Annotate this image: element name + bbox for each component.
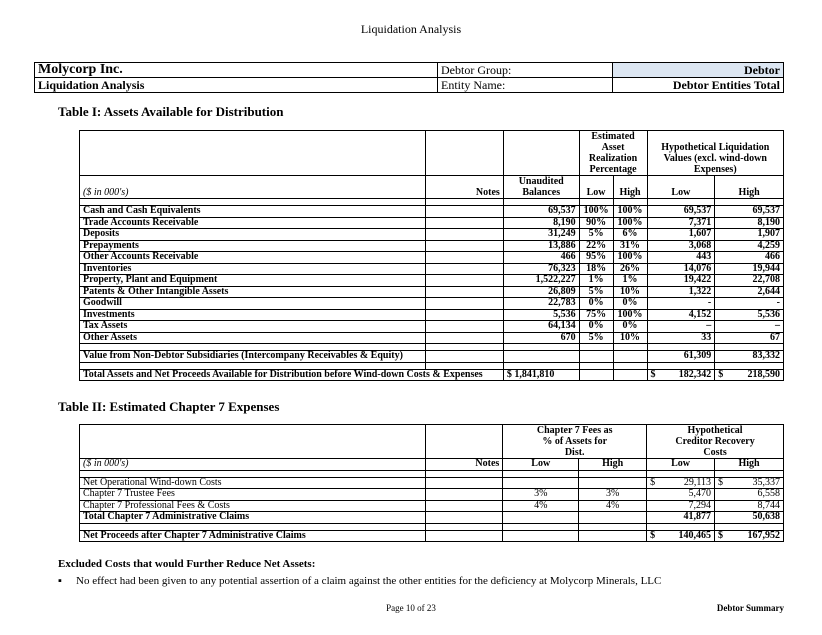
asset-pct-high: 1%	[613, 275, 647, 287]
expense-low	[647, 489, 715, 501]
asset-notes	[425, 240, 503, 252]
asset-pct-high: 100%	[613, 252, 647, 264]
expense-pct-high: 3%	[579, 489, 647, 501]
expense-high	[715, 500, 784, 512]
val-low-header: Low	[647, 176, 715, 199]
entity-name-value: Debtor Entities Total	[613, 78, 784, 93]
asset-notes	[425, 275, 503, 287]
asset-notes	[425, 309, 503, 321]
asset-value-low: 1,607	[647, 229, 715, 241]
asset-notes	[425, 321, 503, 333]
subtitle: Liquidation Analysis	[35, 78, 438, 93]
asset-balance: 5,536	[503, 309, 579, 321]
asset-pct-high: 100%	[613, 217, 647, 229]
expense-value: 35,337	[752, 476, 780, 488]
expense-value: 5,470	[688, 488, 712, 499]
excluded-bullet-text: No effect had been given to any potential assertion of a claim against the other entities for the deficiency at Molycorp Minerals, LLC	[76, 575, 662, 587]
expense-low	[647, 500, 715, 512]
asset-value-low: 19,422	[647, 275, 715, 287]
company-name: Molycorp Inc.	[35, 63, 438, 78]
expenses-table	[79, 424, 784, 542]
debtor-group-label: Debtor Group:	[438, 63, 613, 78]
expense-value: 6,558	[757, 488, 780, 499]
asset-notes	[425, 229, 503, 241]
expense-pct-low	[503, 477, 579, 489]
asset-value-high: –	[715, 321, 784, 333]
debtor-group-value: Debtor	[613, 63, 784, 78]
net-low-currency: $	[650, 529, 656, 541]
asset-label: Cash and Cash Equivalents	[80, 206, 426, 218]
asset-balance: 76,323	[503, 263, 579, 275]
asset-row	[80, 229, 784, 241]
asset-value-high: 69,537	[715, 206, 784, 218]
asset-notes	[425, 286, 503, 298]
asset-row	[80, 332, 784, 344]
asset-pct-high: 31%	[613, 240, 647, 252]
asset-pct-high: 100%	[613, 309, 647, 321]
asset-pct-low: 5%	[579, 332, 613, 344]
values-header: Hypothetical Liquidation Values (excl. wind-down Expenses)	[647, 131, 783, 176]
pct-low-header: Low	[579, 176, 613, 199]
asset-pct-low: 0%	[579, 321, 613, 333]
expense-row	[80, 489, 784, 501]
asset-value-low: 14,076	[647, 263, 715, 275]
recovery-header: Hypothetical Creditor Recovery Costs	[647, 425, 784, 459]
asset-notes	[425, 298, 503, 310]
balances-header: Unaudited Balances	[503, 176, 579, 199]
asset-value-high: 466	[715, 252, 784, 264]
asset-pct-low: 5%	[579, 286, 613, 298]
asset-pct-high: 100%	[613, 206, 647, 218]
bullet-icon: ▪	[58, 575, 62, 587]
expense-value: 7,294	[688, 499, 712, 511]
table2-title: Table II: Estimated Chapter 7 Expenses	[58, 399, 280, 414]
header-box	[34, 62, 784, 93]
expense-pct-high	[579, 477, 647, 489]
total-high-currency: $	[718, 368, 724, 380]
asset-value-high: 2,644	[715, 286, 784, 298]
asset-value-low: 33	[647, 332, 715, 344]
asset-label: Deposits	[80, 229, 426, 241]
asset-pct-low: 0%	[579, 298, 613, 310]
currency-symbol: $	[650, 476, 656, 488]
asset-pct-low: 18%	[579, 263, 613, 275]
asset-pct-high: 10%	[613, 332, 647, 344]
asset-value-low: 69,537	[647, 206, 715, 218]
expense-notes	[425, 489, 503, 501]
asset-pct-high: 26%	[613, 263, 647, 275]
rec-high-header: High	[715, 459, 784, 471]
total-admin-high: 50,638	[715, 512, 784, 524]
fees-header: Chapter 7 Fees as % of Assets for Dist.	[503, 425, 647, 459]
asset-label: Patents & Other Intangible Assets	[80, 286, 426, 298]
asset-row	[80, 275, 784, 287]
net-high-currency: $	[718, 529, 724, 541]
total-admin-low: 41,877	[647, 512, 715, 524]
total-low: 182,342	[678, 368, 712, 380]
nondebtor-label: Value from Non-Debtor Subsidiaries (Intercompany Receivables & Equity)	[80, 351, 426, 363]
asset-row	[80, 309, 784, 321]
asset-label: Inventories	[80, 263, 426, 275]
asset-value-high: -	[715, 298, 784, 310]
asset-notes	[425, 263, 503, 275]
excluded-bullet	[58, 575, 661, 587]
asset-notes	[425, 332, 503, 344]
asset-row	[80, 286, 784, 298]
expense-value: 29,113	[683, 476, 712, 488]
asset-label: Other Accounts Receivable	[80, 252, 426, 264]
expense-high	[715, 489, 784, 501]
asset-value-low: -	[647, 298, 715, 310]
asset-pct-high: 6%	[613, 229, 647, 241]
realization-header: Estimated Asset Realization Percentage	[579, 131, 647, 176]
asset-value-low: –	[647, 321, 715, 333]
asset-label: Prepayments	[80, 240, 426, 252]
val-high-header: High	[715, 176, 784, 199]
asset-label: Other Assets	[80, 332, 426, 344]
notes-header-2: Notes	[425, 459, 503, 471]
asset-row	[80, 217, 784, 229]
net-high: 167,952	[747, 529, 780, 541]
footer-label: Debtor Summary	[716, 603, 784, 613]
nondebtor-low: 61,309	[647, 351, 715, 363]
assets-table	[79, 130, 784, 381]
asset-pct-low: 100%	[579, 206, 613, 218]
asset-pct-high: 0%	[613, 321, 647, 333]
asset-value-low: 3,068	[647, 240, 715, 252]
notes-header: Notes	[425, 176, 503, 199]
net-low: 140,465	[678, 529, 712, 541]
asset-pct-low: 5%	[579, 229, 613, 241]
asset-pct-low: 95%	[579, 252, 613, 264]
expense-row	[80, 500, 784, 512]
expense-label: Chapter 7 Professional Fees & Costs	[80, 500, 426, 512]
expense-notes	[425, 477, 503, 489]
asset-row	[80, 298, 784, 310]
page-number: Page 10 of 23	[386, 603, 436, 613]
asset-label: Trade Accounts Receivable	[80, 217, 426, 229]
asset-value-high: 22,708	[715, 275, 784, 287]
asset-balance: 1,522,227	[503, 275, 579, 287]
asset-pct-low: 90%	[579, 217, 613, 229]
expense-value: 8,744	[757, 499, 780, 511]
asset-balance: 22,783	[503, 298, 579, 310]
total-low-currency: $	[650, 368, 656, 380]
asset-row	[80, 206, 784, 218]
asset-value-low: 4,152	[647, 309, 715, 321]
asset-pct-low: 1%	[579, 275, 613, 287]
total-admin-label: Total Chapter 7 Administrative Claims	[80, 512, 426, 524]
asset-label: Property, Plant and Equipment	[80, 275, 426, 287]
asset-balance: 8,190	[503, 217, 579, 229]
fee-high-header: High	[579, 459, 647, 471]
asset-balance: 670	[503, 332, 579, 344]
asset-notes	[425, 217, 503, 229]
asset-notes	[425, 206, 503, 218]
asset-value-high: 5,536	[715, 309, 784, 321]
expense-high	[715, 477, 784, 489]
page-title: Liquidation Analysis	[360, 22, 462, 36]
expense-low	[647, 477, 715, 489]
asset-value-high: 8,190	[715, 217, 784, 229]
expense-pct-low: 4%	[503, 500, 579, 512]
asset-row	[80, 263, 784, 275]
asset-row	[80, 252, 784, 264]
asset-value-high: 1,907	[715, 229, 784, 241]
asset-balance: 31,249	[503, 229, 579, 241]
asset-value-low: 443	[647, 252, 715, 264]
asset-value-high: 67	[715, 332, 784, 344]
total-balances: $ 1,841,810	[503, 369, 579, 381]
asset-pct-high: 0%	[613, 298, 647, 310]
asset-pct-low: 75%	[579, 309, 613, 321]
asset-value-high: 4,259	[715, 240, 784, 252]
nondebtor-high: 83,332	[715, 351, 784, 363]
asset-value-low: 1,322	[647, 286, 715, 298]
pct-high-header: High	[613, 176, 647, 199]
asset-pct-low: 22%	[579, 240, 613, 252]
fee-low-header: Low	[503, 459, 579, 471]
expense-notes	[425, 500, 503, 512]
asset-label: Investments	[80, 309, 426, 321]
asset-row	[80, 240, 784, 252]
asset-row	[80, 321, 784, 333]
rec-low-header: Low	[647, 459, 715, 471]
total-high: 218,590	[747, 368, 780, 380]
entity-name-label: Entity Name:	[438, 78, 613, 93]
asset-balance: 13,886	[503, 240, 579, 252]
table1-title: Table I: Assets Available for Distribution	[58, 104, 284, 119]
expense-row	[80, 477, 784, 489]
asset-notes	[425, 252, 503, 264]
asset-pct-high: 10%	[613, 286, 647, 298]
asset-balance: 26,809	[503, 286, 579, 298]
net-proceeds-label: Net Proceeds after Chapter 7 Administrative Claims	[80, 530, 426, 542]
asset-value-high: 19,944	[715, 263, 784, 275]
currency-symbol: $	[718, 476, 724, 488]
asset-value-low: 7,371	[647, 217, 715, 229]
total-assets-label: Total Assets and Net Proceeds Available for Distribution before Wind-down Costs & Expenses	[80, 369, 504, 381]
asset-balance: 69,537	[503, 206, 579, 218]
expense-label: Net Operational Wind-down Costs	[80, 477, 426, 489]
units-label: ($ in 000's)	[80, 176, 426, 199]
asset-label: Tax Assets	[80, 321, 426, 333]
units-label-2: ($ in 000's)	[80, 459, 426, 471]
asset-label: Goodwill	[80, 298, 426, 310]
expense-label: Chapter 7 Trustee Fees	[80, 489, 426, 501]
expense-pct-high: 4%	[579, 500, 647, 512]
asset-balance: 466	[503, 252, 579, 264]
asset-balance: 64,134	[503, 321, 579, 333]
excluded-title: Excluded Costs that would Further Reduce Net Assets:	[58, 558, 316, 570]
expense-pct-low: 3%	[503, 489, 579, 501]
